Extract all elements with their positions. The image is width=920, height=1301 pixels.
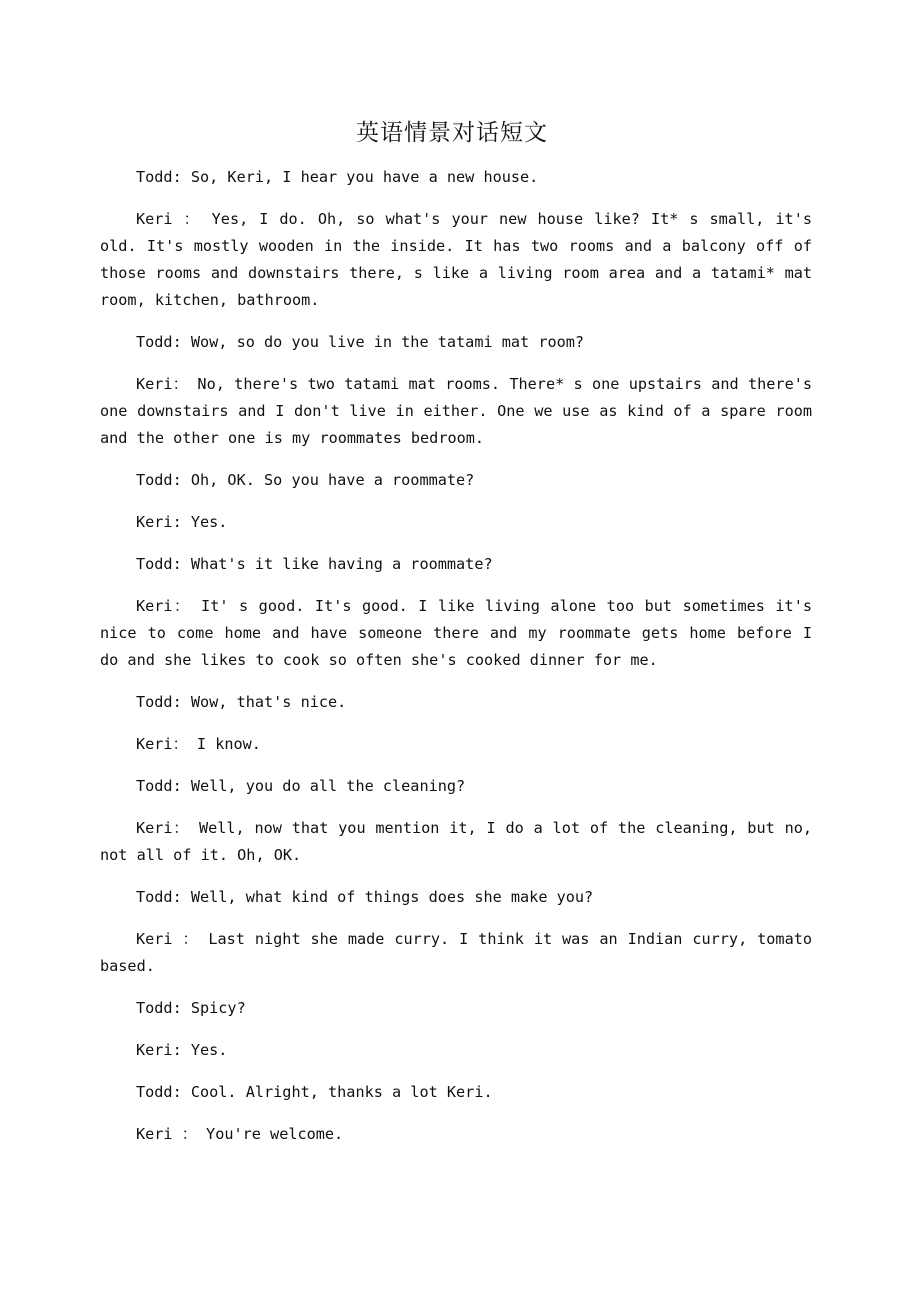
dialogue-paragraph: Todd: Cool. Alright, thanks a lot Keri. (136, 1083, 493, 1101)
dialogue-paragraph: Todd: So, Keri, I hear you have a new house. (136, 168, 539, 186)
dialogue-paragraph: Keri: Yes. (136, 513, 228, 531)
dialogue-paragraph: Todd: Wow, so do you live in the tatami mat room? (136, 333, 585, 351)
dialogue-paragraph: Todd: Well, what kind of things does she make you? (136, 888, 594, 906)
dialogue-paragraph: Keri: Yes. (136, 1041, 228, 1059)
dialogue-paragraph: Keri： Well, now that you mention it, I do a lot of the cleaning, but no, not all of it. Oh, OK. (100, 819, 812, 864)
dialogue-paragraph: Keri： No, there's two tatami mat rooms. There* s one upstairs and there's one downstairs and I don't live in either. One we use as kind of a spare room and the other one is my roommates bedroom. (100, 375, 812, 447)
document-title: 英语情景对话短文 (356, 120, 548, 146)
dialogue-paragraph: Keri ： Yes, I do. Oh, so what's your new house like? It* s small, it's old. It's mostly wooden in the inside. It has two rooms and a balcony off of those rooms and downstairs there, s like a living room area and a tatami* mat room, kitchen, bathroom. (100, 210, 812, 309)
dialogue-paragraph: Keri： I know. (136, 735, 261, 753)
dialogue-paragraph: Keri： It' s good. It's good. I like living alone too but sometimes it's nice to come home and have someone there and my roommate gets home before I do and she likes to cook so often she's cooked dinner for me. (100, 597, 812, 669)
dialogue-paragraph: Todd: What's it like having a roommate? (136, 555, 493, 573)
dialogue-body (100, 164, 812, 1163)
dialogue-paragraph: Keri ： You're welcome. (136, 1125, 344, 1143)
dialogue-paragraph: Keri ： Last night she made curry. I think it was an Indian curry, tomato based. (100, 930, 812, 975)
dialogue-paragraph: Todd: Spicy? (136, 999, 246, 1017)
dialogue-paragraph: Todd: Oh, OK. So you have a roommate? (136, 471, 475, 489)
dialogue-paragraph: Todd: Wow, that's nice. (136, 693, 347, 711)
dialogue-paragraph: Todd: Well, you do all the cleaning? (136, 777, 466, 795)
